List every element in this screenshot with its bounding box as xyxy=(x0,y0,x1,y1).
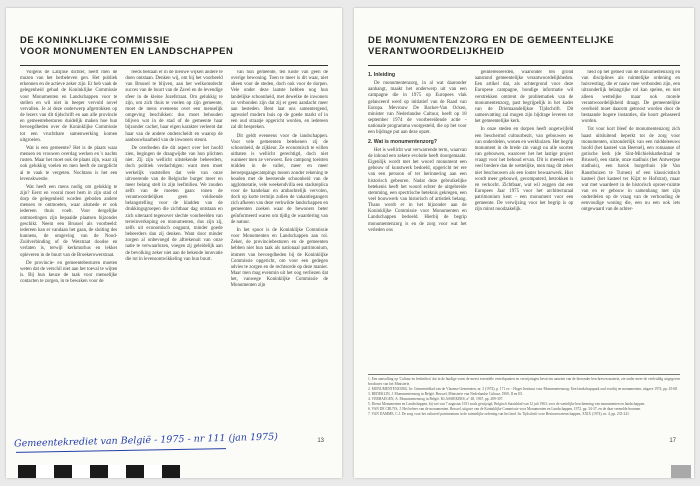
left-page-title xyxy=(20,34,328,56)
left-column-2 xyxy=(125,70,222,436)
left-title-rule xyxy=(20,65,328,66)
right-page xyxy=(354,8,694,478)
footnote: 4. VERHAEGEN, A. Monumentenzorg in België. KLASSIEKERS, n° 48, 1967, pp. 289-307. xyxy=(368,396,504,401)
calibration-gray-patch xyxy=(671,465,691,478)
left-column-1 xyxy=(20,70,117,436)
footnote: 5. Dienst Monumenten en Landschappen, bij wet van 7 augustus 1931 zoals gewijzigd, Belgisch Staatsblad van 12 juli 1963, voor de wettelijke bescherming van monumenten en landschappen. xyxy=(368,401,646,406)
paragraph: Wat is een gemeente? Het is de plaats waar mensen en vrouwen overdag werken en 's nachts rusten. Maar het moet ook de plaats zijn, waar zij ook gelukkig voelen en men heeft de zorgplicht al te vaak te vergeten. Nochtans is het een levenskwestie. xyxy=(20,145,118,182)
right-page-title xyxy=(368,34,680,56)
paragraph: Volgens de Latijnse dichter, heeft men de muzen van het herbeleven gen. Het publiek erkennen en de actieve zeker zijn. Er heb vaak de gelegenheid gehad de Koninklijke Commissie voor Monumenten en Landschappen voor te stellen en wil niet in beeper vervuld novel vervallen. Je al deze onderwerp afgetrokken op de lezers van dit tijdschrift en aan alle provincie en gemeentebesturen duidelijk maken hoe hun bevoegdheden over de Koninklijke Commissie tot een vruchtbare samenwerking komen uitgroeien. xyxy=(20,70,118,143)
paragraph: Wat heeft een mens nodig om gelukkig te zijn? Eerst en vooral moet hem in zijn stad of dorp de gelegenheid worden geboden andere mensen te ontmoeten, waar alsmede er ook iedereen thuis voelt. Voor dergelijke ontmoetingen zijn bepaalde plaatsen bijzonder geschikt. Neem een Brussel als voorbeeld: iedereen kan er vandaan het gaan, de sluiting des kunnens, de omgeving van de Nood-Zuidverbinding of de Wetstraat doodse en verlaten is, terwijl kerkmurhus en lekker opleveren in de buurt van de Broekerowerstraat. xyxy=(20,184,118,258)
left-page-number: 13 xyxy=(317,438,324,444)
calibration-strip xyxy=(18,465,180,478)
calibration-block xyxy=(90,465,108,478)
paragraph: Het is wellicht wat verwarrende term, waarvan de inhoud een zekere evolutie heeft doorgemaakt. Eigenlijk wordt met het woord monument een gebouw of kunstwerk bedoeld, opgericht ter ere van een persoon of ter herinnering aan een historisch gebeuren. Nadat deze gebruikelijke betekenis heeft het woord echter de uitgebreide stemming, een spectrische beteknis gekregen, een veel bouwwerk van historisch of artistiek belang. Thans wordt er in het bijzonder aan de Koninklijke Commissie voor Monumenten en Landschappen bedoeld. Hierbij de begrip monumentenzorg is en de zorg voor wat het verleden ons xyxy=(368,147,467,233)
right-title-rule xyxy=(368,65,680,66)
calibration-block xyxy=(36,465,54,478)
right-page-number: 17 xyxy=(669,438,676,444)
paragraph: heid op het gebied van de monumentenzorg en van disciplines als ruimtelijke ordening en huisvesting, die er nauw mee verbonden zijn, een uitzonderlijk belangrijke rol kan spelen, en niet alleen wettelijke maar ook morele verantwoordelijkheid draagt. De gemeentelijke overheid moet daarom getroost worden door de bestaande hogere instanties, die hoort gebaseerd worden. xyxy=(581,70,681,125)
calibration-block xyxy=(162,465,180,478)
calibration-block xyxy=(126,465,144,478)
footnote: 1. Een aanvulling op 'Cultuur en leefmilieu' dat in de huidige vorm de meest essentiële vertrekpunten en verwijzingen bevat ten aanzien van de hieronder beschreven materie, zie onder meer de veelvuldig uitgegeven brochures van het Ministerie. xyxy=(368,377,680,386)
left-title-line-1: DE KONINKLIJKE COMMISSIE xyxy=(20,34,170,45)
paragraph: In het spoor is de Koninklijke Commissie voor Monumenten en Landschappen aan rol. Zeker, de provinciebesturen en de gemeenten hebben niet hun taak als nationaal patrimonium, immers van bevoegdheden bij de Koninklijke Commissie opgericht, om voor een gedegen advies te zorgen en de rechtsorde op deze manier. Maar men mag evenmin uit het oog verliezen dat het, vanwege Koninklijke Commissie de Monumenten zijn xyxy=(230,227,328,289)
right-column-3 xyxy=(581,70,680,354)
right-title-line-2: VERANTWOORDELIJKHEID xyxy=(368,45,505,56)
calibration-block xyxy=(108,465,126,478)
paragraph: In onze steden en dorpen heeft ongetwijfeld een beschermd cultuurbezit, van gebouwen en van onderdelen, wonen en werkhuizen. Het begrip monument in de brede zin vangt nu alle soorten van gebouwen, waarover het het lastige project vraagt voor het behoud ervan. Dit is meestal een veel bredere dan de wettelijke, men mag dit zeker niet beschouwen als een louter bewaarwerk. Hier wordt meer gebouwd, gecomputerd, betrokken is en verkocht. Zichtbaar, wat wil zeggen dat een Europees Jaar 1975 voor het architecturaal patrimonium kent - een monument voor een gemeente. De verwijzing voor het begrip is op zijn minst noodzakelijk. xyxy=(474,127,574,213)
section-heading: 1. Inleiding xyxy=(368,72,396,78)
footnotes xyxy=(368,374,680,417)
section-heading: 2. Wat is monumentenzorg? xyxy=(368,138,437,145)
calibration-block xyxy=(72,465,90,478)
left-text-columns xyxy=(20,70,328,436)
paragraph: van hun gemeente, ten koste van geen de overige bewoning. Toen te meer is dit waar, niet alleen voor de steden, doch ook voor de dorpen. Vele onder deze laatste hebben nog hun landelijke schoonheid, met dewelke de inwoners zo verbonden zijn dat zij er geen aandacht meer aan besteden. Bent laat ons samentergend, agressief modern huis op de goede markt of in een oud straatje opgericht worden, en iedereen zal dit bespreken. xyxy=(230,70,328,131)
left-column-3 xyxy=(231,70,328,436)
left-page xyxy=(6,8,342,478)
left-title-line-2: VOOR MONUMENTEN EN LANDSCHAPPEN xyxy=(20,45,234,56)
paragraph: geïnteresseerden, waaronder ten grond aanstond gemeentelijke verantwoordelijkheden. Een artikel dat, als achtergrond voor deze Europese campagne, bondige informatie wil verstrekken omtrent de problematiek van de monumentenzorg, past begrijpelijk in het kader van de Driemaandelijkse Tijdschrift. Dit samenvatting zal mogen zijn bijdrage leveren tot het gemeentelijke kerk. xyxy=(474,70,574,125)
paragraph: De monumentenzorg, in al wat daaronder aanhangt, maakt het onderwerp uit van een campagne die in 1975 op Europees vlak gelanceerd werd op initiatief van de Raad van Europa. Mevrouw De Backer-Van Ocken, minister van Nederlandse Cultuur, heeft op 18 september 1974 de voorbereidende actie - nationale programma voorgesteld, die op het voor een bijdrage put aan deze opzet. xyxy=(368,81,467,136)
paragraph: De overheden die dit aspect over het hoofd zien, begingen de draagwijdte van hun plichten niet. Zij zijn wellicht uitstekende beheerders, doch politiek verdachtigen: want men moet werkelijk vaststellen dat vele van onze uitvoerende van de Belgische burger meer en meer belang stelt in zijn leefmilieu. We zouden zelfs van de moeten gaan: tonen de verantwoordelijken geen voldoende belangstelling voor de kladden van de drukkingsgroepen die zichtbaar dag ontstaan en zich uiteraard tegenover slechte voorbeelden van terreinverkoping en monumenten, dus zijn zij, zelfs uit economisch oogpunt, minder goede beheerders dan zij denken. Want door minder zorgen al onbevoegd de aftrekenuit van onze natie te verwaarlozen, voegen zij geleidelijk aan de bevolking zeker niet aan de bekende innovatie die tot in levensontwikkeling van hun buurt. xyxy=(125,145,223,262)
calibration-block xyxy=(54,465,72,478)
footnote: 6. VAN DE CRUYS, J. Het beheer van de monumenten. Brussel, uitgave van de Koninklijke Commissie voor Monumenten en Landschappen, 1972, pp. 34-37, en de daar vermelde bronnen. xyxy=(368,406,642,411)
right-title-line-1: DE MONUMENTENZORG EN DE GEMEENTELIJKE xyxy=(368,34,615,45)
paragraph: Tot voor kort bleef de monumentenzorg zich haast uitsluitend beperkt tot de zorg voor monumenten, uitzonderlijk van een middeleeuws hoofd (het kasteel van Beersel), een romaanse of gotische kerk (de Sint-Michielskathedraal te Brussel), een statie, onze stadhuis (het Antwerpse stadhuis), een barok burgerhuis (de Van Ranstbuizen te Turnen) of een klassicistisch kasteel (het kasteel ter Kijzt te Hofstrat), maar wat met waardeert in de historisch oproer-ruimte van en er gebouw in samenhang met zijn onderdelen op de vraag van de verhouding de eenvoudige woning die, een nu een ook iets ontgewaard van de achter- xyxy=(581,127,681,213)
calibration-block xyxy=(144,465,162,478)
footnote: 2. MONUMENTENZORG. In: Gemeenteblad van de Vlaamse Gemeenten, nr. 3 (1974), p. 171 ev. - Hoger Instituut voor Monumentenzorg: Een landschapspark oud voorbij en monumenten, uitgave 1974, pp. 45-68. xyxy=(368,386,678,391)
paragraph: Dit geldt eveneens voor de landschappen. Voor vele gemeenten betekenen zij de schoonheid, de zijkleur. Ze economisch te willen uitbaten is wellicht gerechtigd, doch niet wanneer men ze verwoest. Een campong toeisten midden in de vallei, meer en meer beroepsgaagecampings tussen zonder rekening te houden met de heersende schoonheid van de agglomeratie, vele weekendvilla een stadsreplica voor de handelaar en ambachtelijk vervolen, doch op korte termijn zullen de vakantiegangers zich afkeren van deze verkwikte landschappen en gemeenten zoeken waar de bewoners beter geïnformeerd waren om tijdig de waardering van de natuur. xyxy=(230,133,328,225)
right-column-1 xyxy=(368,70,467,354)
footnote: 3. BEDEKLIN, J. Monumentenzorg in België. Brussel, Ministerie van Nederlandse Cultuur, 1969, II en III. xyxy=(368,391,523,396)
paragraph: reeds bestaan er in de nieuwe wijken andere te doen ontstaan. Denken wij, om bij het voorbeeld van Brussel te blijven, aan het welkomsdecht succes van de buurt van de Zavel en de levendige sfeer in de kleine Jozefstraat. Om gelukkig te zijn, om zich thuis te voelen op zijn gemeente, moet de mens eveneens over een menselijk omgeving beschikken: dus moet behouden blijven wat in de stad of de gemeente haar bijzonder cachet, haar eigen karakter verleent dat haar van de andere onderscheidt en waarop de aanbouwbaarheid van de inwoners steunt. xyxy=(125,70,223,143)
right-column-2 xyxy=(475,70,574,354)
paragraph: De provincie- en gemeentebesturen moeten weten dat de verschil niet aan het toeval te wijten is. Bij hun keuze de taak voor menselijke contacten te zorgen, in te bewaken voor de xyxy=(20,260,118,285)
calibration-block xyxy=(18,465,36,478)
right-text-columns xyxy=(368,70,680,354)
footnote: 7. VAN DAMME, C.J. De zorg voor het cultureel patrimonium in de ruimtelijke ordening van het land. In: Tijdschrift voor Bestuurswetenschappen, XXIX (1974), nr. 4, pp. 233-241. xyxy=(368,411,630,416)
handwritten-note: Gemeentekrediet van België - 1975 - nr 111 (jan 1975) xyxy=(13,431,279,450)
